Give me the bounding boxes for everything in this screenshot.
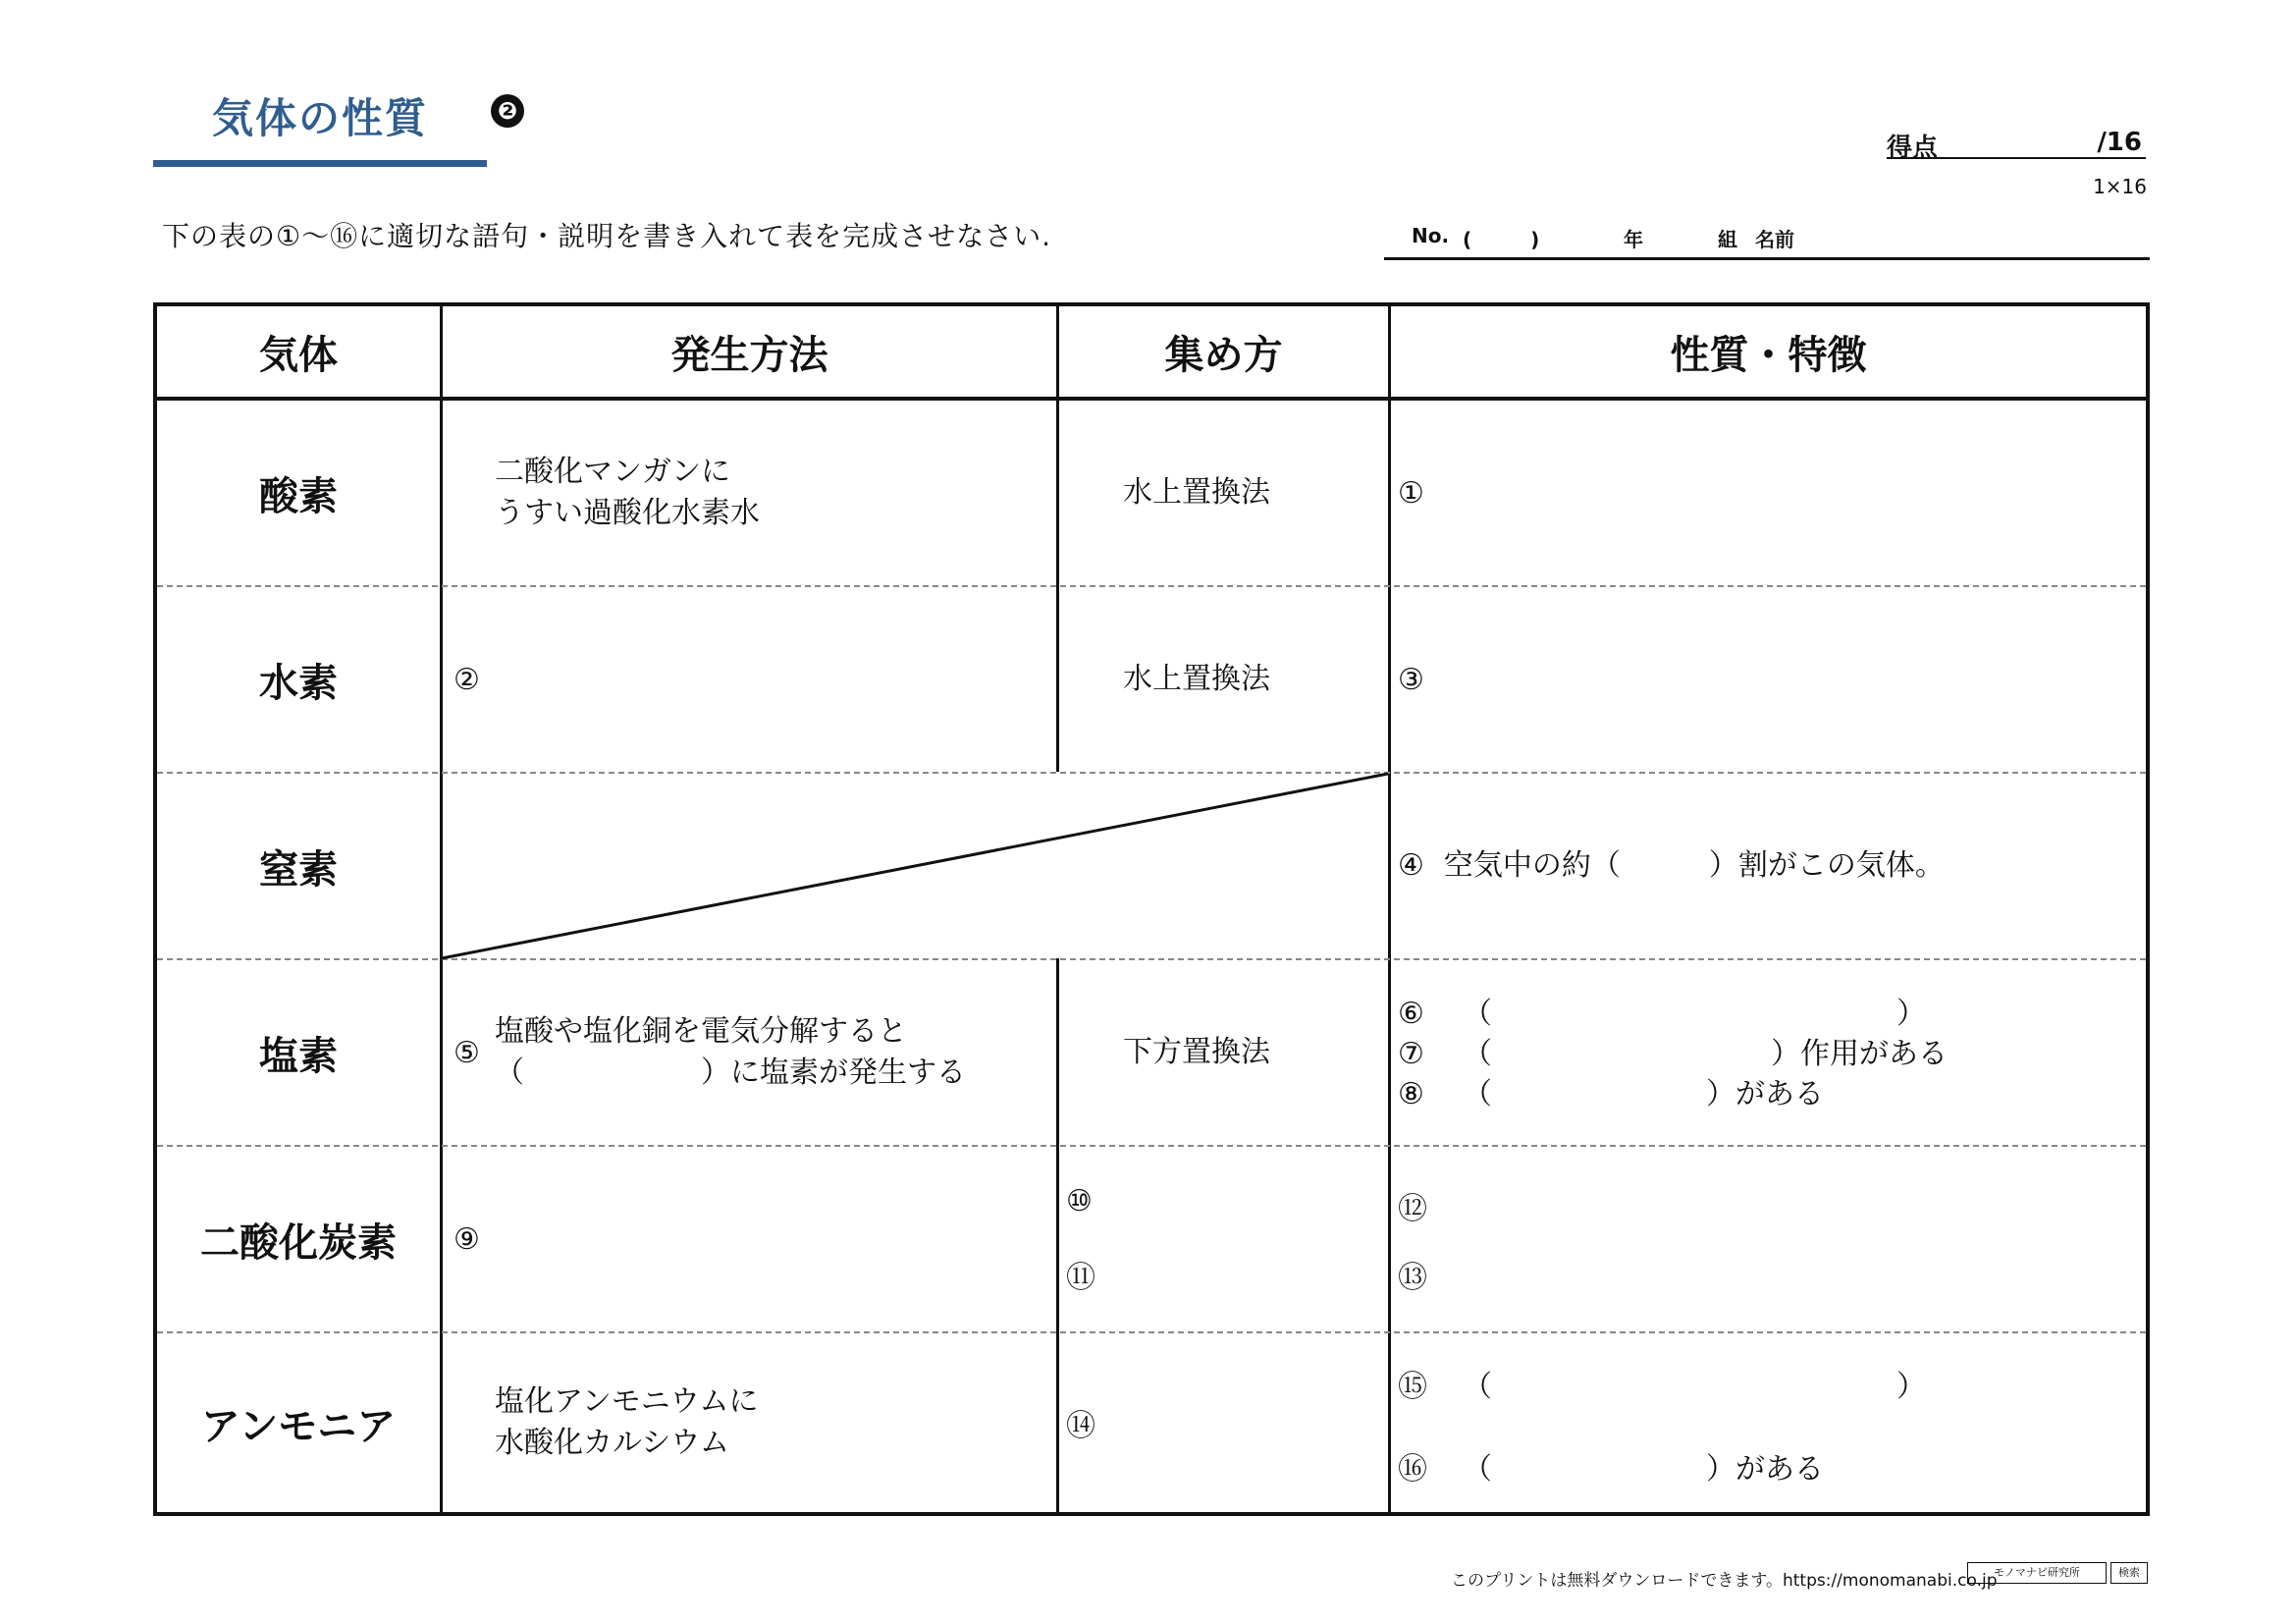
answer-16-marker: ⑯ [1398, 1452, 1427, 1487]
name-label: 名前 [1755, 228, 1794, 251]
no-label: No. [1412, 224, 1450, 247]
nitrogen-property-text: 空気中の約（ ）割がこの気体。 [1443, 848, 1945, 883]
score-scale: 1×16 [2093, 175, 2147, 198]
gas-carbon-dioxide: 二酸化炭素 [200, 1219, 397, 1266]
answer-15-line [1398, 1367, 2134, 1408]
answer-15-close: ） [1896, 1370, 1926, 1404]
oxygen-method-line2: うすい過酸化水素水 [495, 496, 760, 530]
page-title: 気体の性質 [212, 94, 429, 142]
answer-8-marker: ⑧ [1398, 1077, 1424, 1111]
chlorine-collection: 下方置換法 [1123, 1035, 1270, 1069]
answer-1-marker: ① [1398, 475, 1424, 511]
score-label: 得点 [1887, 134, 1939, 163]
oxygen-collection: 水上置換法 [1123, 475, 1270, 510]
answer-12-marker: ⑫ [1398, 1192, 1427, 1226]
answer-8-close: ）がある [1706, 1077, 1824, 1111]
answer-8-open: （ [1463, 1077, 1492, 1111]
footer-text: このプリントは無料ダウンロードできます。https://monomanabi.co.jp [1451, 1571, 1998, 1591]
title-number-badge: ❷ [491, 94, 524, 128]
gas-ammonia: アンモニア [200, 1403, 397, 1449]
ammonia-method [495, 1333, 1044, 1512]
gas-properties-table [153, 302, 2150, 1516]
answer-7-open: （ [1463, 1037, 1492, 1071]
header-properties: 性質・特徴 [1670, 332, 1867, 378]
footer-brand-box[interactable]: モノマナビ研究所 [1967, 1562, 2107, 1584]
header-method: 発生方法 [670, 332, 828, 378]
answer-9-marker: ⑨ [454, 1221, 480, 1257]
answer-16-line [1398, 1449, 2134, 1490]
oxygen-method-line1: 二酸化マンガンに [495, 455, 730, 489]
gas-chlorine: 塩素 [259, 1033, 338, 1079]
chlorine-method-line1: 塩酸や塩化銅を電気分解すると [495, 1014, 907, 1049]
answer-14-marker: ⑭ [1066, 1409, 1095, 1443]
title-underline [153, 160, 487, 167]
gas-hydrogen: 水素 [259, 660, 338, 706]
answer-6-close: ） [1896, 997, 1926, 1031]
nitrogen-property [1398, 774, 2134, 958]
answer-6-marker: ⑥ [1398, 997, 1424, 1031]
header-gas: 気体 [259, 332, 338, 378]
answer-4-marker: ④ [1398, 848, 1424, 883]
answer-3-marker: ③ [1398, 662, 1424, 697]
nitrogen-diagonal-line [440, 772, 1392, 960]
answer-13-marker: ⑬ [1398, 1261, 1427, 1295]
oxygen-method [495, 401, 1044, 585]
year-label: 年 [1624, 228, 1643, 251]
answer-11-marker: ⑪ [1066, 1261, 1095, 1295]
answer-7-marker: ⑦ [1398, 1037, 1424, 1071]
answer-2-marker: ② [454, 662, 480, 697]
answer-6-open: （ [1463, 997, 1492, 1031]
score-field [1887, 128, 2146, 163]
chlorine-method-line2: （ ）に塩素が発生する [495, 1056, 966, 1090]
answer-16-open: （ [1463, 1452, 1492, 1487]
ammonia-method-line2: 水酸化カルシウム [495, 1426, 729, 1460]
answer-7-close: ）作用がある [1771, 1037, 1948, 1071]
answer-5-marker: ⑤ [454, 1035, 480, 1070]
answer-10-marker: ⑩ [1066, 1184, 1093, 1218]
score-value: /16 [2097, 128, 2142, 157]
student-info-line [1384, 224, 2150, 260]
header-collection: 集め方 [1164, 332, 1283, 378]
no-field: ( ) [1463, 228, 1540, 251]
class-label: 組 [1718, 228, 1737, 251]
footer-search-button[interactable]: 検索 [2110, 1562, 2148, 1584]
answer-15-marker: ⑮ [1398, 1370, 1427, 1404]
gas-oxygen: 酸素 [259, 473, 338, 519]
instruction-text: 下の表の①～⑯に適切な語句・説明を書き入れて表を完成させなさい. [162, 220, 1052, 252]
hydrogen-collection: 水上置換法 [1123, 662, 1270, 696]
answer-7-line [1398, 1034, 2134, 1075]
answer-6-line [1398, 994, 2134, 1035]
answer-8-line [1398, 1074, 2134, 1115]
gas-nitrogen: 窒素 [259, 846, 338, 893]
answer-15-open: （ [1463, 1370, 1492, 1404]
answer-16-close: ）がある [1706, 1452, 1824, 1487]
chlorine-method [495, 960, 1054, 1145]
ammonia-method-line1: 塩化アンモニウムに [495, 1384, 759, 1419]
